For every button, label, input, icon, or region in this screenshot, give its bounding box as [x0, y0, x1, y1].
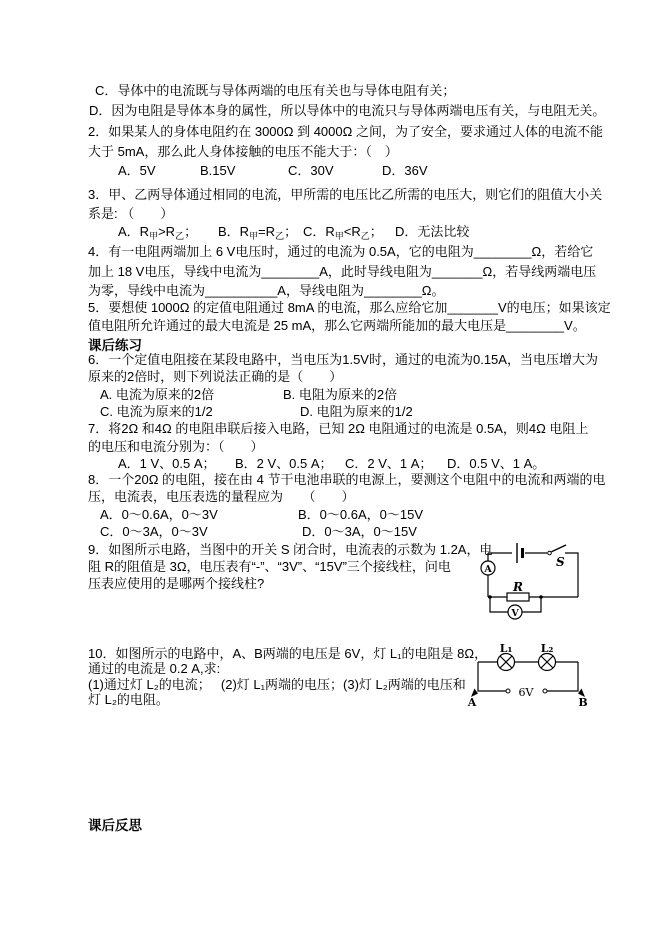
q8-line-1: 8．一个20Ω 的电阻，接在由 4 节干电池串联的电源上，要测这个电阻中的电流和两端的电 [88, 472, 606, 487]
q9-line-3: 压表应使用的是哪两个接线柱? [88, 576, 265, 591]
q2-option-a: A．5V [118, 163, 156, 178]
source-voltage-label: 6V [518, 686, 534, 699]
battery-icon [517, 543, 523, 563]
q3-option-c: C．$R_甲<R_乙$； [303, 224, 383, 241]
question-5-block [88, 299, 611, 335]
reflect-section-heading-block [88, 814, 583, 834]
q2-option-d: D．36V [382, 163, 428, 178]
q8-option-a: A．0～0.6A，0～3V [100, 506, 218, 522]
subscript-yi: 乙 [175, 231, 185, 241]
q6-option-b: B. 电阻为原来的2倍 [283, 386, 398, 402]
q3-option-a: A．$R_甲>R_乙$； [118, 224, 198, 241]
q4-line-2: 加上 18 V电压，导线中电流为________A，此时导线电阻为_______Ω，若导线两端电压 [88, 263, 597, 279]
resistor-label: R [513, 580, 523, 594]
q7-options-row [118, 455, 583, 473]
question-8-block [88, 471, 606, 540]
q8-line-2: 压，电流表，电压表选的量程应为 （ ） [88, 489, 355, 505]
subscript-yi: 乙 [275, 231, 285, 241]
q7-line-1: 7．将2Ω 和4Ω 的电阻串联后接入电路，已知 2Ω 电阻通过的电流是 0.5A，则4Ω 电阻上 [88, 421, 589, 436]
question-1-options-block [88, 81, 606, 121]
q6-line-1: 6．一个定值电阻接在某段电路中，当电压为1.5V时，通过的电流为0.15A，当电压增大为 [88, 352, 598, 367]
q10-line-1: 10．如图所示的电路中，A、B两端的电压是 6V，灯 L₁的电阻是 8Ω， [88, 646, 488, 661]
question-10-block [88, 646, 488, 708]
q3-option-d: D．无法比较 [395, 224, 470, 239]
q7-line-2: 的电压和电流分别为：（ ） [88, 438, 264, 454]
subscript-jia: 甲 [149, 231, 159, 241]
resistor-icon [507, 593, 529, 601]
question-3-block [88, 186, 603, 242]
lamp-l2-icon [539, 654, 556, 671]
lamp-l1-icon [498, 654, 515, 671]
subscript-yi: 乙 [360, 231, 370, 241]
q2-options-row [118, 161, 583, 181]
q4-line-3: 为零，导线中电流为__________A，导线电阻为________Ω。 [88, 283, 445, 298]
voltmeter-label: V [511, 608, 519, 619]
q1-option-d: D．因为电阻是导体本身的属性，所以导体中的电流只与导体两端电压有关，与电阻无关。 [89, 103, 606, 118]
lamp-l2-label: L₂ [540, 642, 554, 655]
q2-line-2: 大于 5mA，那么此人身体接触的电压不能大于：（ ） [88, 143, 398, 159]
circuit-figure-q10 [466, 638, 588, 710]
q9-line-1: 9．如图所示电路，当图中的开关 S 闭合时，电流表的示数为 1.2A，电 [88, 542, 493, 557]
question-2-block [88, 122, 603, 181]
terminal-a-label: A [467, 696, 477, 709]
question-7-block [88, 420, 589, 473]
lamp-l1-label: L₁ [499, 642, 513, 655]
q6-option-a: A. 电流为原来的2倍 [100, 386, 215, 402]
q7-option-a: A．1 V、0.5 A； [118, 456, 216, 471]
q10-line-3: (1)通过灯 L₂的电流； (2)灯 L₁两端的电压；(3)灯 L₂两端的电压和 [88, 676, 466, 692]
q10-line-2: 通过的电流是 0.2 A,求: [88, 661, 221, 677]
question-6-block [88, 351, 598, 420]
q3-line-1: 3．甲、乙两导体通过相同的电流，甲所需的电压比乙所需的电压大，则它们的阻值大小关 [88, 187, 603, 202]
q7-option-d: D．0.5 V、1 A。 [447, 456, 546, 471]
reflect-heading: 课后反思 [88, 818, 142, 833]
question-4-block [88, 242, 597, 301]
switch-label: S [556, 555, 565, 569]
q9-line-2: 阻 R的阻值是 3Ω，电压表有“-”、“3V”、“15V”三个接线柱，问电 [88, 559, 451, 574]
q3-line-2: 系是: （ ） [88, 205, 174, 221]
q2-line-1: 2．如果某人的身体电阻约在 3000Ω 到 4000Ω 之间，为了安全，要求通过人体的电流不能 [88, 124, 603, 139]
q1-option-c: C．导体中的电流既与导体两端的电压有关也与导体电阻有关； [95, 83, 456, 98]
q6-option-d: D. 电阻为原来的1/2 [300, 403, 413, 419]
q8-option-b: B．0～0.6A，0～15V [298, 506, 424, 522]
q6-options-row-2 [100, 403, 583, 420]
q7-option-b: B．2 V、0.5 A； [235, 456, 333, 471]
circuit-figure-q9 [480, 535, 586, 625]
q2-option-b: B.15V [200, 163, 236, 178]
q4-line-1: 4．有一电阻两端加上 6 V电压时，通过的电流为 0.5A，它的电阻为________Ω，若给它 [88, 244, 594, 259]
q3-options-row [118, 223, 583, 242]
q8-option-d: D．0～3A，0～15V [302, 523, 417, 539]
subscript-jia: 甲 [334, 231, 344, 241]
q5-line-2: 值电阻所允许通过的最大电流是 25 mA，那么它两端所能加的最大电压是________V。 [88, 318, 586, 333]
q6-option-c: C. 电流为原来的1/2 [100, 403, 213, 419]
subscript-jia: 甲 [249, 231, 259, 241]
q2-option-c: C．30V [288, 163, 334, 178]
q7-option-c: C．2 V、1 A； [345, 456, 433, 471]
ammeter-label: A [484, 564, 492, 575]
switch-icon [548, 545, 566, 555]
question-9-block [88, 541, 493, 592]
q8-options-row-1 [100, 506, 583, 523]
practice-heading: 课后练习 [88, 338, 142, 353]
q8-option-c: C．0～3A，0～3V [100, 523, 208, 539]
q5-line-1: 5．要想使 1000Ω 的定值电阻通过 8mA 的电流，那么应给它加_______V的电压；如果该定 [88, 300, 611, 315]
q6-options-row-1 [100, 386, 583, 403]
q6-line-2: 原来的2倍时，则下列说法正确的是（ ） [88, 369, 343, 385]
q3-option-b: B．$R_甲=R_乙$； [218, 224, 298, 241]
terminal-b-label: B [578, 696, 588, 709]
q10-line-4: 灯 L₂的电阻。 [88, 692, 169, 708]
